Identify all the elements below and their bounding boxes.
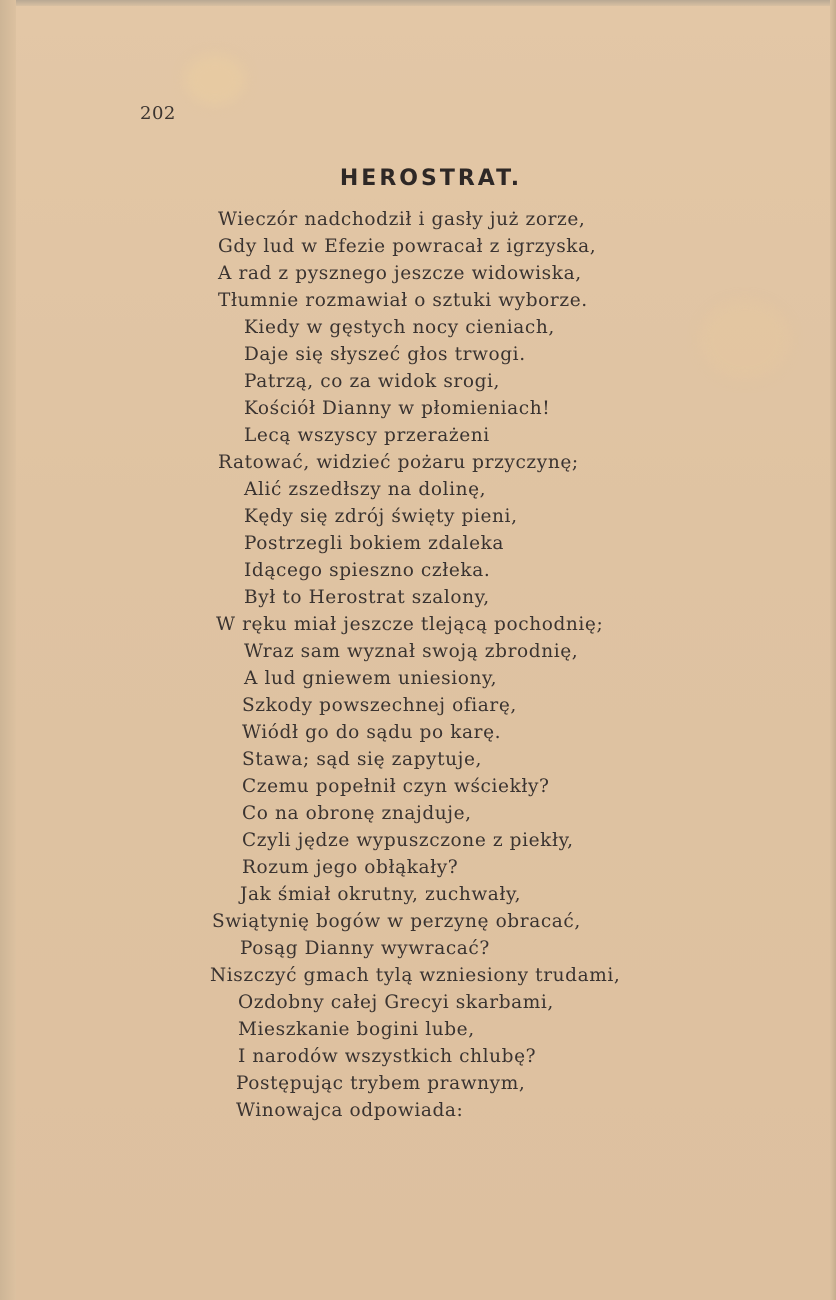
verse-line: Był to Herostrat szalony,	[244, 587, 490, 608]
verse-line: Co na obronę znajduje,	[242, 803, 472, 824]
verse-line: Stawa; sąd się zapytuje,	[242, 749, 482, 770]
verse-line: Kiedy w gęstych nocy cieniach,	[244, 317, 555, 338]
verse-line: I narodów wszystkich chlubę?	[238, 1046, 537, 1067]
verse-line: Kędy się zdrój święty pieni,	[244, 506, 518, 527]
page-right-edge	[830, 0, 836, 1300]
verse-line: Wieczór nadchodził i gasły już zorze,	[218, 209, 586, 230]
verse-line: Rozum jego obłąkały?	[242, 857, 459, 878]
verse-line: A lud gniewem uniesiony,	[244, 668, 498, 689]
verse-line: Swiątynię bogów w perzynę obracać,	[212, 911, 581, 932]
verse-line: Czemu popełnił czyn wściekły?	[242, 776, 550, 797]
paper-stain	[700, 300, 790, 380]
verse-line: Daje się słyszeć głos trwogi.	[244, 344, 526, 365]
verse-line: Gdy lud w Efezie powracał z igrzyska,	[218, 236, 597, 257]
verse-line: Szkody powszechnej ofiarę,	[242, 695, 517, 716]
verse-line: Mieszkanie bogini lube,	[238, 1019, 475, 1040]
verse-line: Niszczyć gmach tylą wzniesiony trudami,	[210, 965, 621, 986]
verse-line: Postępując trybem prawnym,	[236, 1073, 526, 1094]
verse-line: Czyli jędze wypuszczone z piekły,	[242, 830, 574, 851]
verse-line: Ratować, widzieć pożaru przyczynę;	[218, 452, 579, 473]
poem-title: HEROSTRAT.	[339, 166, 523, 191]
verse-line: Wiódł go do sądu po karę.	[242, 722, 502, 743]
page-number: 202	[140, 103, 176, 124]
verse-line: Idącego spieszno człeka.	[244, 560, 491, 581]
verse-line: Posąg Dianny wywracać?	[240, 938, 490, 959]
verse-line: Wraz sam wyznał swoją zbrodnię,	[244, 641, 579, 662]
verse-line: A rad z pysznego jeszcze widowiska,	[218, 263, 582, 284]
verse-line: Jak śmiał okrutny, zuchwały,	[240, 884, 522, 905]
page-left-edge	[0, 0, 16, 1300]
verse-line: Postrzegli bokiem zdaleka	[244, 533, 505, 554]
verse-line: Ozdobny całej Grecyi skarbami,	[238, 992, 554, 1013]
verse-line: Winowajca odpowiada:	[236, 1100, 464, 1121]
verse-line: Kościół Dianny w płomieniach!	[244, 398, 551, 419]
verse-line: W ręku miał jeszcze tlejącą pochodnię;	[216, 614, 604, 635]
verse-line: Tłumnie rozmawiał o sztuki wyborze.	[218, 290, 588, 311]
verse-line: Lecą wszyscy przerażeni	[244, 425, 490, 446]
verse-line: Patrzą, co za widok srogi,	[244, 371, 501, 392]
verse-line: Alić zszedłszy na dolinę,	[244, 479, 487, 500]
page-top-edge	[0, 0, 836, 6]
paper-stain	[185, 55, 245, 105]
